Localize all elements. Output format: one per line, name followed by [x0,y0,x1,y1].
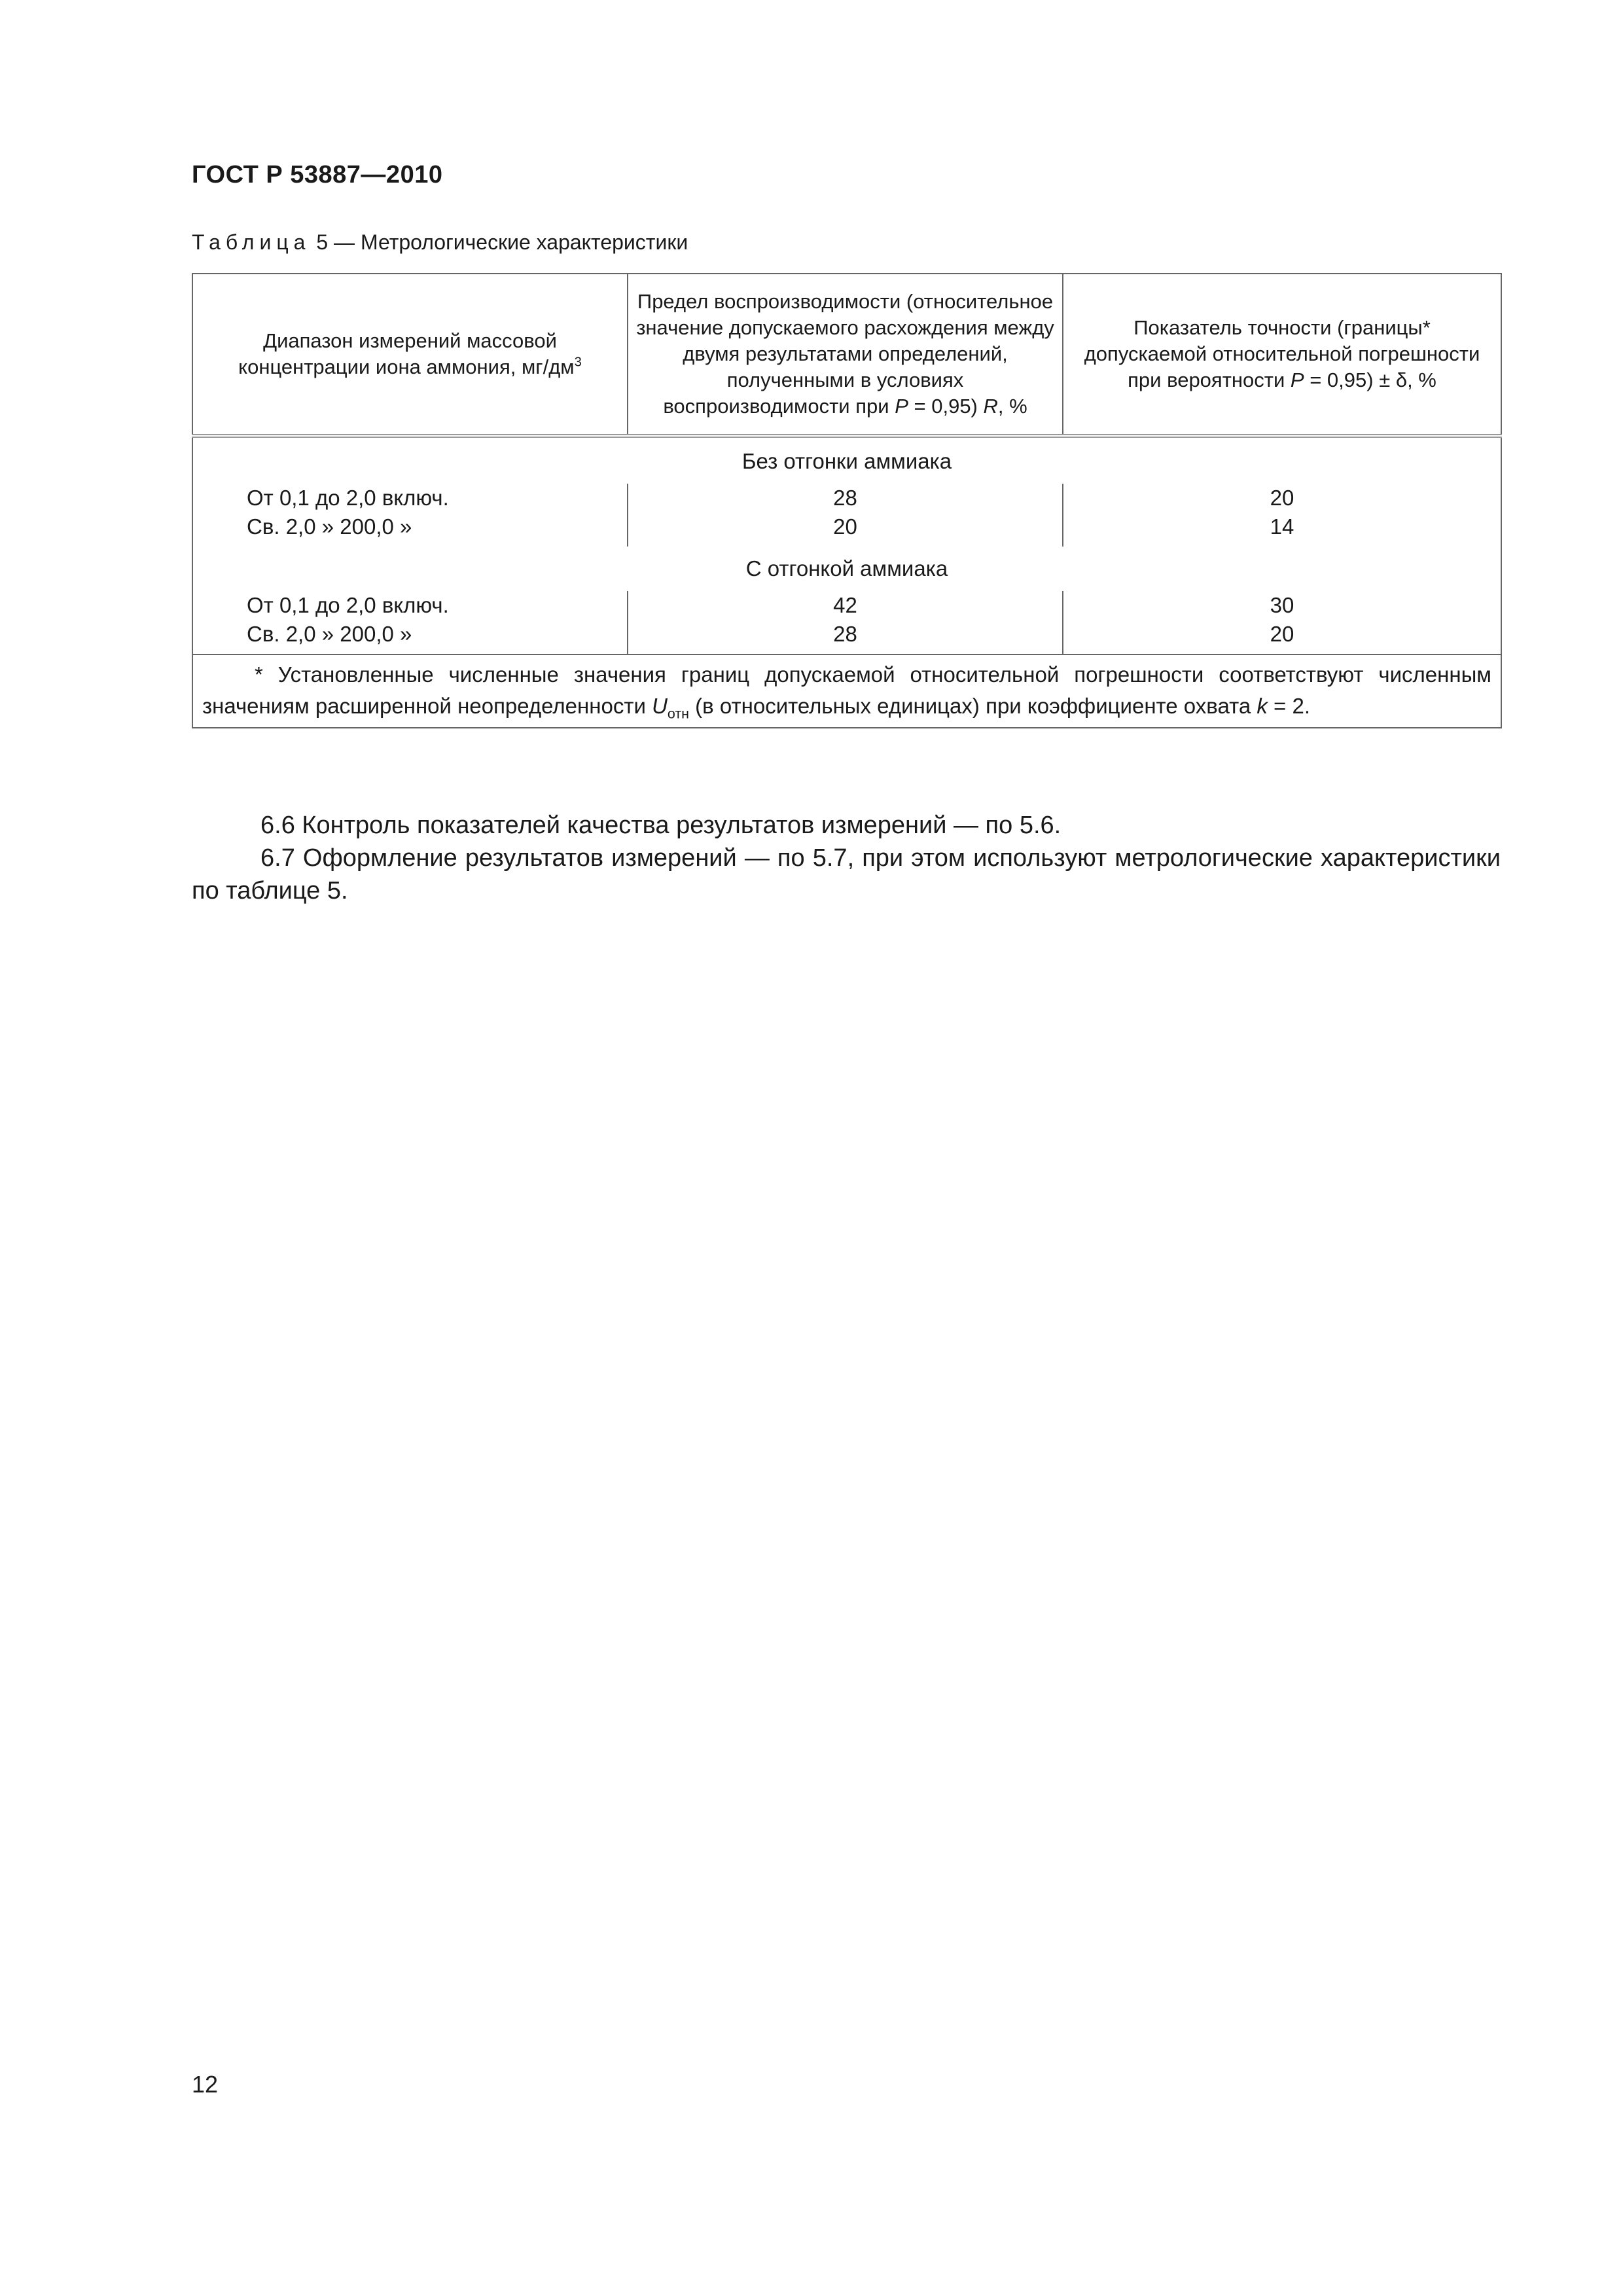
table-footnote [192,655,1501,728]
group-title: С отгонкой аммиака [192,547,1501,591]
table-row [192,484,1501,512]
table-caption-text: 5 — Метрологические характеристики [310,230,688,254]
header-accuracy-mid: = 0,95) ± δ, % [1304,368,1436,391]
header-reproducibility [628,274,1063,436]
table-caption-prefix: Таблица [192,230,311,254]
cell-accuracy: 20 [1063,620,1501,655]
footnote-var-k: k [1257,694,1268,718]
header-range-text: Диапазон измерений массовой концентрации иона аммония, мг/дм [238,329,575,378]
page-number: 12 [192,2071,219,2098]
header-accuracy-var-p: P [1290,368,1304,391]
header-reproducibility-text: Предел воспроизводимости (относительное значение допускаемого расхождения между двумя результатами определений, полученными в условиях воспроизводимости при [636,290,1054,418]
header-reproducibility-var-p: P [895,395,908,418]
cell-reproducibility: 28 [628,620,1063,655]
table-header-row [192,274,1501,436]
group-title: Без отгонки аммиака [192,436,1501,484]
header-range [192,274,628,436]
footnote-part2: (в относительных единицах) при коэффициенте охвата [689,694,1257,718]
footnote-var-u: U [652,694,668,718]
group-row [192,436,1501,484]
cell-reproducibility: 28 [628,484,1063,512]
table-row [192,512,1501,547]
cell-reproducibility: 42 [628,591,1063,620]
header-accuracy-text: Показатель точности (границы* допускаемой относительной погрешности при вероятности [1084,316,1480,391]
header-reproducibility-after: , % [997,395,1027,418]
header-range-sup: 3 [574,355,582,370]
footnote-part1: * Установленные численные значения границ допускаемой относительной погрешности соответствуют численным значениям расширенной неопределенности [202,662,1491,718]
cell-accuracy: 14 [1063,512,1501,547]
cell-range: От 0,1 до 2,0 включ. [192,484,628,512]
header-reproducibility-mid: = 0,95) [908,395,984,418]
cell-range: Св. 2,0 » 200,0 » [192,512,628,547]
cell-range: Св. 2,0 » 200,0 » [192,620,628,655]
header-reproducibility-var-r: R [983,395,998,418]
paragraph-6-6: 6.6 Контроль показателей качества результатов измерений — по 5.6. [260,812,1061,839]
header-accuracy [1063,274,1501,436]
footnote-part3: = 2. [1267,694,1310,718]
table-footnote-row [192,655,1501,728]
cell-accuracy: 30 [1063,591,1501,620]
paragraph-6-7: 6.7 Оформление результатов измерений — по 5.7, при этом используют метрологические характеристики по таблице 5. [192,844,1501,905]
footnote-sub: отн [667,706,690,722]
table-row [192,591,1501,620]
document-header: ГОСТ Р 53887—2010 [192,161,443,188]
cell-accuracy: 20 [1063,484,1501,512]
footnote-text [202,659,1491,722]
table-row [192,620,1501,655]
cell-range: От 0,1 до 2,0 включ. [192,591,628,620]
table-caption [192,230,688,255]
cell-reproducibility: 20 [628,512,1063,547]
metrological-table [192,273,1502,728]
group-row [192,547,1501,591]
